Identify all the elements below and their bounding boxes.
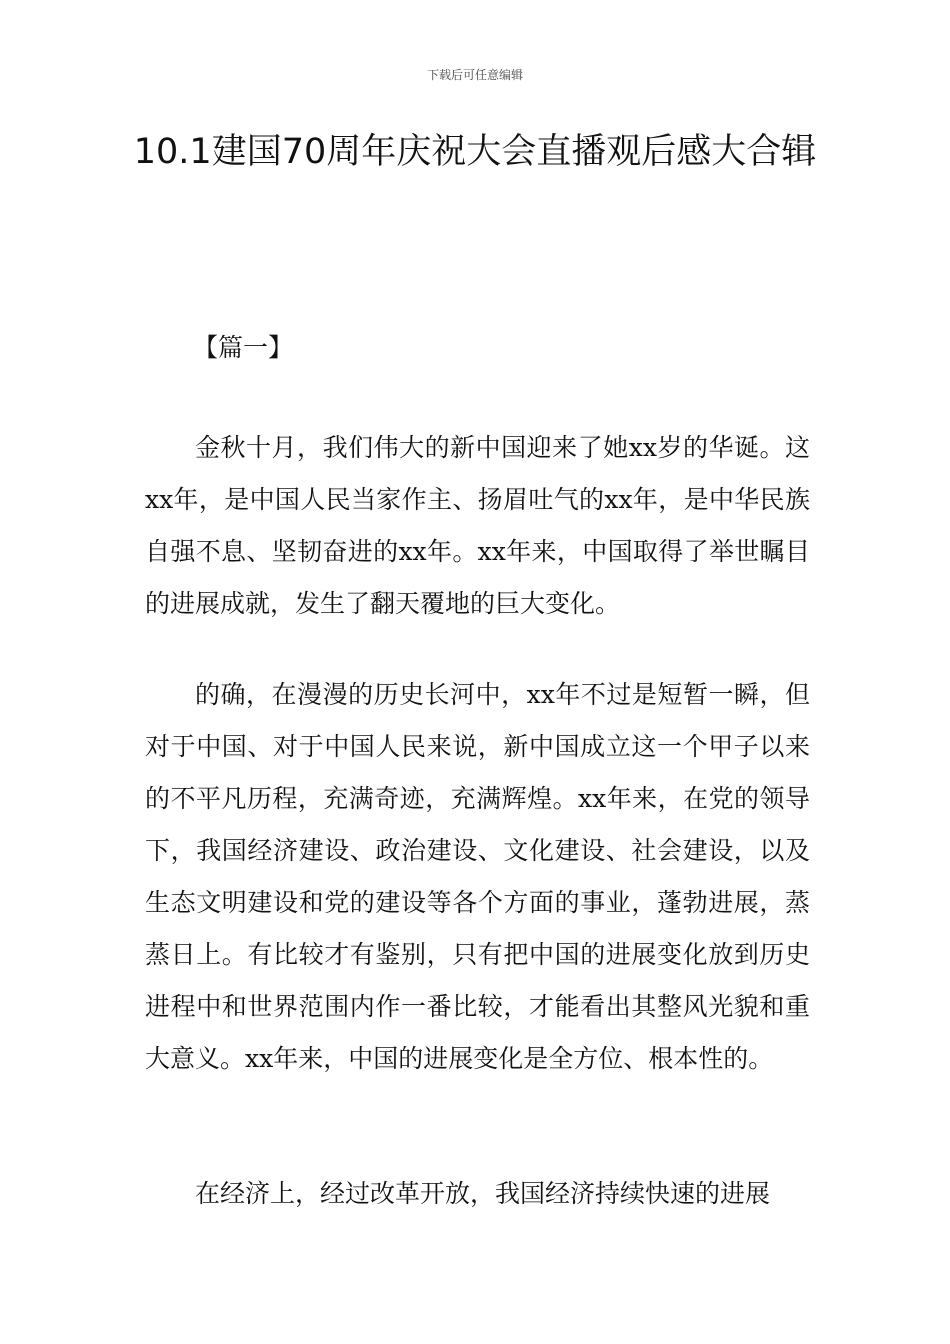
page-header-note: 下载后可任意编辑 — [426, 68, 523, 82]
section-heading: 【篇一】 — [193, 333, 294, 362]
body-paragraph: 在经济上，经过改革开放，我国经济持续快速的进展 — [195, 1179, 771, 1208]
document-title: 10.1建国70周年庆祝大会直播观后感大合辑 — [133, 132, 817, 172]
body-paragraph: 的确，在漫漫的历史长河中，xx年不过是短暂一瞬，但对于中国、对于中国人民来说，新中国成立这一个甲子以来的不平凡历程，充满奇迹，充满辉煌。xx年来，在党的领导下，我国经济建设、政治建设、文化建设、社会建设，以及生态文明建设和党的建设等各个方面的事业，蓬勃进展，蒸蒸日上。有比较才有鉴别，只有把中国的进展变化放到历史进程中和世界范围内作一番比较，才能看出其整风光貌和重大意义。xx年来，中国的进展变化是全方位、根本性的。 — [145, 680, 810, 1073]
body-paragraph: 金秋十月，我们伟大的新中国迎来了她xx岁的华诞。这xx年，是中国人民当家作主、扬眉吐气的xx年，是中华民族自强不息、坚韧奋进的xx年。xx年来，中国取得了举世瞩目的进展成就，发生了翻天覆地的巨大变化。 — [145, 433, 810, 618]
